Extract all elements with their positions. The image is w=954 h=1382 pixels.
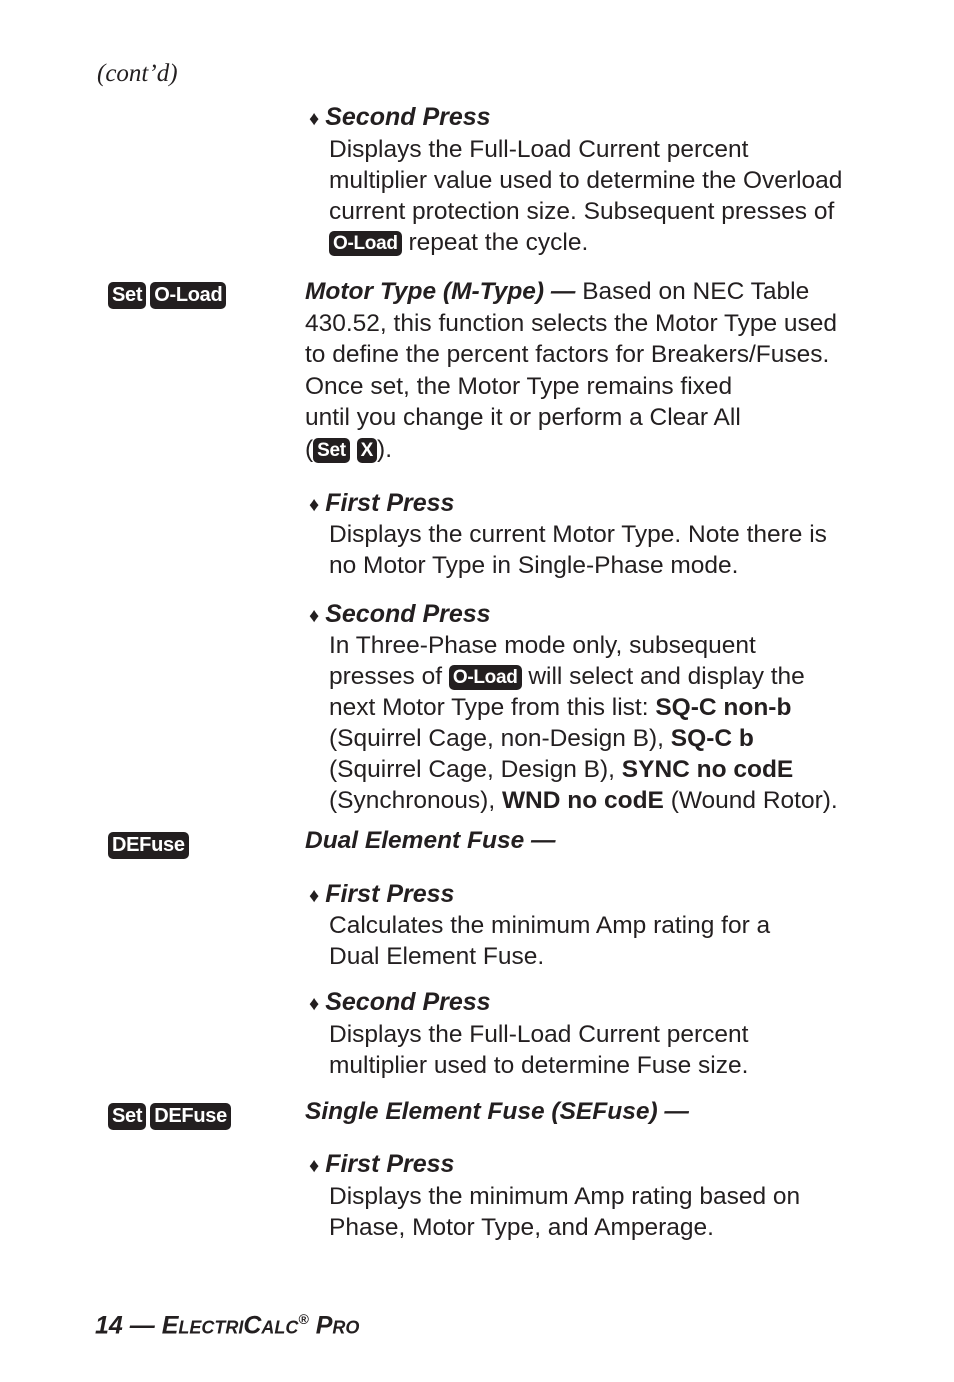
oload-key-icon: O-Load (329, 231, 402, 256)
x-key-icon: X (357, 438, 377, 463)
dual-element-fuse-title: Dual Element Fuse — (305, 827, 556, 854)
oload-key-icon: O-Load (449, 665, 522, 690)
set-oload-keys (108, 282, 230, 309)
first-press-heading: ♦ First Press (309, 880, 455, 908)
first-press-heading: ♦ First Press (309, 1150, 455, 1178)
page-footer: 14 — ElectriCalc® Pro (95, 1311, 360, 1340)
motor-type-paragraph: Motor Type (M-Type) — Based on NEC Table 430.52, this function selects the Motor Type used to define the percent factors for Breakers/Fuses. Once set, the Motor Type remains fixed until you change it or perform a Clear All ( Set X ). (305, 278, 838, 463)
defuse-key-icon: DEFuse (150, 1103, 231, 1130)
diamond-bullet-icon: ♦ (309, 885, 320, 907)
defuse-key-icon: DEFuse (108, 832, 189, 859)
set-key-icon: Set (108, 1103, 146, 1130)
diamond-bullet-icon: ♦ (309, 993, 320, 1015)
second-press-text: Displays the Full-Load Current percent multiplier value used to determine the Overload current protection size. Subsequent presses of O-Load repeat the cycle. (329, 136, 843, 256)
single-element-fuse-title: Single Element Fuse (SEFuse) — (305, 1098, 689, 1125)
second-press-text: Displays the Full-Load Current percent multiplier used to determine Fuse size. (329, 1021, 749, 1079)
contd-label: (cont’d) (97, 60, 178, 87)
second-press-heading: ♦ Second Press (309, 600, 491, 628)
set-defuse-keys (108, 1103, 235, 1130)
diamond-bullet-icon: ♦ (309, 605, 320, 627)
first-press-text: Calculates the minimum Amp rating for a Dual Element Fuse. (329, 912, 771, 970)
first-press-text: Displays the minimum Amp rating based on Phase, Motor Type, and Amperage. (329, 1183, 801, 1241)
diamond-bullet-icon: ♦ (309, 108, 320, 130)
set-key-icon: Set (313, 438, 350, 463)
second-press-heading: ♦ Second Press (309, 103, 491, 131)
oload-key-icon: O-Load (150, 282, 226, 309)
first-press-heading: ♦ First Press (309, 489, 455, 517)
motor-type-title: Motor Type (M-Type) — (305, 278, 576, 305)
set-key-icon: Set (108, 282, 146, 309)
second-press-heading: ♦ Second Press (309, 988, 491, 1016)
defuse-keys (108, 832, 193, 859)
diamond-bullet-icon: ♦ (309, 1155, 320, 1177)
first-press-text: Displays the current Motor Type. Note there is no Motor Type in Single-Phase mode. (329, 521, 827, 579)
second-press-text: In Three-Phase mode only, subsequent presses of O-Load will select and display the next Motor Type from this list: SQ-C non-b (Squirrel Cage, non-Design B), SQ-C b (Squirrel Cage, Design B), SYNC no codE (Synchronous), WND no codE (Wound Rotor). (329, 632, 838, 814)
diamond-bullet-icon: ♦ (309, 494, 320, 516)
